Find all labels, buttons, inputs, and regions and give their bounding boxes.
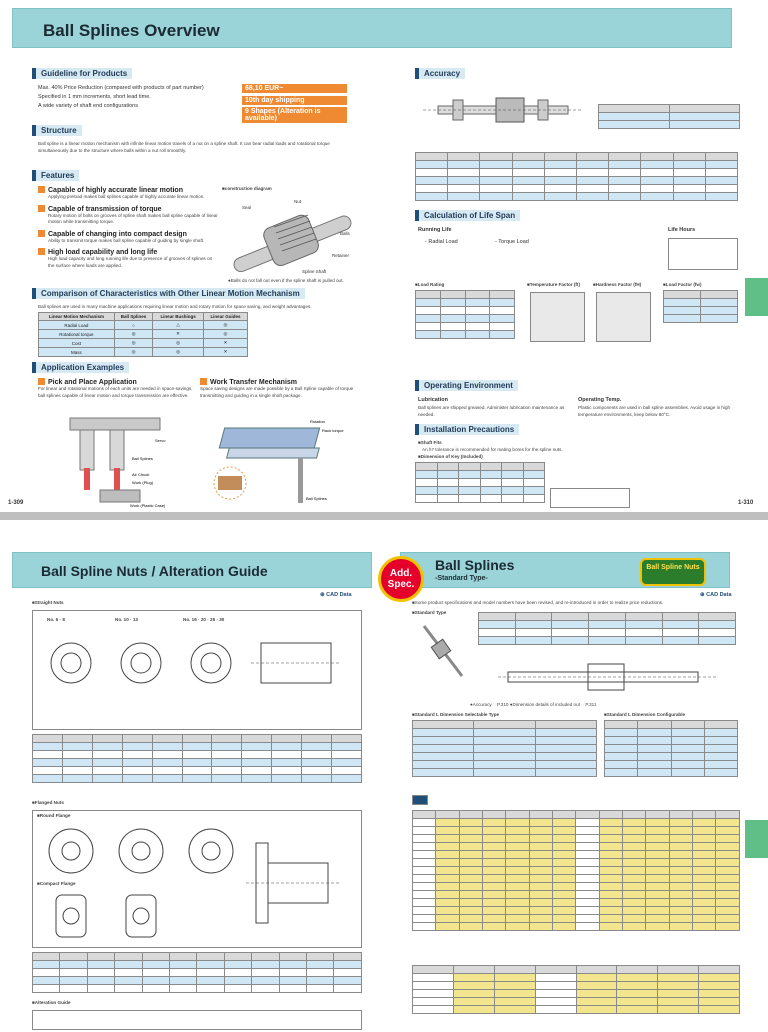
application-1-number-icon <box>38 378 45 385</box>
comparison-intro: Ball splines are used in many machine applications requiring linear motion and rotary motion for space saving, and weight advantages. <box>38 304 312 309</box>
selectable-type-label: ■Standard L Dimension Selectable Type <box>412 712 500 717</box>
accuracy-heading: Accuracy <box>415 68 465 79</box>
guideline-list <box>38 84 233 111</box>
table-cell: Mass <box>39 348 115 357</box>
feature-2-icon <box>38 205 45 212</box>
flange-drawings <box>41 823 351 943</box>
feature-1-desc: Applying preload makes ball splines capable of highly accurate linear motion. <box>48 194 205 199</box>
operating-temp-title: Operating Temp. <box>578 397 622 403</box>
table-row <box>39 348 248 357</box>
application-2-number-icon <box>200 378 207 385</box>
feature-4-title: High load capability and long life <box>48 249 158 256</box>
diagram-label-shaft: Spline Shaft <box>302 269 327 274</box>
accuracy-diagram <box>418 84 588 146</box>
straight-nuts-label: ■Straight Nuts <box>32 600 64 605</box>
page-number-left: 1-309 <box>8 500 24 506</box>
installation-heading: Installation Precautions <box>415 424 519 435</box>
life-hours-label: Life Hours <box>668 227 696 233</box>
shaft-fits-label: ■Shaft Fits <box>418 440 442 445</box>
table-cell: Cost <box>39 339 115 348</box>
section-tab-bottom[interactable] <box>745 820 768 858</box>
label-ball-splines: Ball Splines <box>132 456 153 461</box>
work-transfer-illustration <box>210 408 360 508</box>
feature-2-title: Capable of transmission of torque <box>48 205 162 213</box>
label-work-plastic-case: Work (Plastic Case) <box>130 503 166 508</box>
label-rotation: Rotation <box>310 419 325 424</box>
selectable-type-table <box>412 720 597 777</box>
lubrication-title: Lubrication <box>418 397 448 403</box>
page-separator <box>0 512 768 520</box>
standard-type-label: ■Standard Type <box>412 610 447 615</box>
price-icon <box>412 795 428 805</box>
cad-label-right: CAD Data <box>706 592 732 598</box>
additional-price-table <box>412 965 740 1014</box>
table-cell: ○ <box>114 321 152 330</box>
guideline-line-3: A wide variety of shaft end configurations <box>38 103 138 109</box>
flanged-nuts-label: ■Flanged Nuts <box>32 800 64 805</box>
cad-label-left: CAD Data <box>326 592 352 598</box>
feature-3-icon <box>38 230 45 237</box>
feature-1-icon <box>38 186 45 193</box>
section-tab[interactable] <box>745 278 768 316</box>
table-cell: ◎ <box>153 348 204 357</box>
page-title: Ball Splines Overview <box>43 21 220 40</box>
label-air-chuck: Air Chuck <box>132 472 150 477</box>
feature-item <box>38 230 218 245</box>
features-heading: Features <box>32 170 79 181</box>
applications-heading: Application Examples <box>32 362 129 373</box>
nut-drawings <box>41 633 351 723</box>
diagram-label-retainer: Retainer <box>332 253 350 258</box>
construction-diagram <box>222 195 362 277</box>
overview-page <box>0 0 768 512</box>
key-dimension-table <box>415 462 545 503</box>
comparison-col-mechanism: Linear Motion Mechanism <box>39 313 115 321</box>
application-1 <box>38 378 198 399</box>
temperature-factor-chart <box>530 292 585 342</box>
compact-flange-label: ■Compact Flange <box>37 881 76 886</box>
comparison-col-linear-bushings: Linear Bushings <box>153 313 204 321</box>
table-cell: Radial Load <box>39 321 115 330</box>
alteration-guide-label: ■Alteration Guide <box>32 1000 71 1005</box>
straight-nuts-drawing <box>32 610 362 730</box>
operating-heading: Operating Environment <box>415 380 518 391</box>
comparison-col-ball-splines: Ball Splines <box>114 313 152 321</box>
load-rating-table <box>415 290 515 339</box>
diagram-label-balls: Balls <box>340 231 350 236</box>
diagram-label-nut: Nut <box>294 199 302 204</box>
temperature-factor-label: ■Temperature Factor (ft) <box>527 282 580 287</box>
cad-data-link-right[interactable]: ⊕ CAD Data <box>700 592 732 598</box>
label-ball-splines-2: Ball Splines <box>306 496 327 501</box>
price-badge: 68,10 EUR~ <box>242 84 347 93</box>
table-cell: ✕ <box>203 339 247 348</box>
add-spec-badge: Add. Spec. <box>378 556 424 602</box>
table-cell: ◎ <box>153 339 204 348</box>
accuracy-tolerance-table <box>598 104 740 129</box>
table-cell: ✕ <box>203 348 247 357</box>
left-banner <box>12 552 372 588</box>
ball-spline-logo: Ball Spline Nuts <box>640 558 706 586</box>
feature-4-desc: High load capacity and long running life due to presence of grooves of splines on the surface where loads are applied. <box>48 256 213 268</box>
diagram-label-seal: Seal <box>242 205 252 210</box>
cad-data-link-left[interactable]: ⊕ CAD Data <box>320 592 352 598</box>
key-drawing <box>550 488 630 508</box>
table-cell: ◎ <box>114 339 152 348</box>
accuracy-values-table <box>415 152 738 201</box>
right-page-title: Ball Splines <box>435 557 515 573</box>
overview-banner <box>12 8 732 48</box>
feature-2-desc: Rotary motion of bolts on grooves of spline shaft makes ball spline capable of linear motion while transmitting torque. <box>48 212 218 224</box>
life-hours-formula <box>668 238 738 270</box>
standard-type-page <box>0 520 768 1032</box>
guideline-line-1: Max. 40% Price Reduction (compared with products of part number) <box>38 85 204 91</box>
table-cell: ◎ <box>114 330 152 339</box>
torque-load-label: - Torque Load <box>495 239 529 245</box>
running-life-label: Running Life <box>418 227 452 233</box>
table-cell: △ <box>153 321 204 330</box>
application-2-desc: Space saving designs are made possible by a Ball Spline capable of torque transmitting and guiding in a single shaft package. <box>200 386 354 398</box>
ball-spline-product-image <box>414 620 474 680</box>
table-cell: ◎ <box>203 330 247 339</box>
configurable-type-table <box>604 720 738 777</box>
round-flange-label: ■Round Flange <box>37 813 71 818</box>
accuracy-reference: ●Accuracy ☞P.310 ●Dimension details of included nut ☞P.311 <box>470 702 597 707</box>
feature-3-desc: Ability to transmit torque makes ball spline capable of guiding by single shaft. <box>48 237 205 243</box>
load-factor-label: ■Load Factor (fw) <box>663 282 702 287</box>
load-rating-label: ■Load Rating <box>415 282 445 287</box>
application-1-title: Pick and Place Application <box>48 379 137 386</box>
shaft-fits-text: An h7 tolerance is recommended for mating bores for the spline nuts. <box>422 447 563 452</box>
nut-label-10-13: No. 10 · 13 <box>115 617 138 622</box>
application-2-title: Work Transfer Mechanism <box>210 379 298 386</box>
hardness-factor-chart <box>596 292 651 342</box>
label-rack-torque: Rack torque <box>322 428 344 433</box>
alteration-guide-box <box>32 1010 362 1030</box>
feature-1-title: Capable of highly accurate linear motion <box>48 187 183 194</box>
features-list <box>38 186 218 269</box>
shapes-badge: 9 Shapes (Alteration is available) <box>242 107 347 123</box>
guideline-line-2: Specified in 1 mm increments, short lead time. <box>38 94 151 100</box>
standard-type-spec-table <box>478 612 736 645</box>
straight-nuts-table <box>32 734 362 783</box>
construction-diagram-label: ■construction diagram <box>222 186 272 191</box>
comparison-heading: Comparison of Characteristics with Other Linear Motion Mechanism <box>32 288 305 299</box>
table-cell: Rotational torque <box>39 330 115 339</box>
structure-heading: Structure <box>32 125 82 136</box>
nut-label-6-8: No. 6 · 8 <box>47 617 65 622</box>
radial-load-label: - Radial Load <box>425 239 458 245</box>
flanged-nuts-drawing <box>32 810 362 948</box>
price-table <box>412 810 740 931</box>
hardness-factor-label: ■Hardness Factor (fH) <box>593 282 642 287</box>
life-span-heading: Calculation of Life Span <box>415 210 520 221</box>
feature-item <box>38 248 218 269</box>
feature-4-icon <box>38 248 45 255</box>
pick-place-illustration <box>60 408 185 508</box>
nut-label-16-30: No. 16 · 20 · 25 · 30 <box>183 617 225 622</box>
guideline-heading: Guideline for Products <box>32 68 132 79</box>
table-row <box>39 330 248 339</box>
key-dimension-label: ■Dimension of Key (Included) <box>418 454 483 459</box>
right-page-subtitle: -Standard Type- <box>435 575 488 582</box>
load-factor-table <box>663 290 738 323</box>
flanged-nuts-table <box>32 952 362 993</box>
comparison-header-row <box>39 313 248 321</box>
page-number-right: 1-310 <box>738 500 754 506</box>
application-2 <box>200 378 360 399</box>
lubrication-text: Ball splines are shipped greased. Administer lubrication maintenance as needed. <box>418 405 565 417</box>
revision-notice: ■Some product specifications and model numbers have been revised, and re-introduced in order to realize price reductions. <box>412 600 664 605</box>
table-cell: ◎ <box>114 348 152 357</box>
table-row <box>39 321 248 330</box>
label-work-plug: Work (Plug) <box>132 480 154 485</box>
left-page-title: Ball Spline Nuts / Alteration Guide <box>41 563 268 579</box>
application-1-desc: For linear and rotational motions of each units are needed in space-savings, ball splines capable of linear motion and torque transmission are effective. <box>38 386 193 398</box>
feature-3-title: Capable of changing into compact design <box>48 230 187 238</box>
shipping-badge: 10th day shipping <box>242 96 347 105</box>
structure-text: Ball spline is a linear motion mechanism with infinite linear motion travels of a nut on a spline shaft. It can bear radial loads and rotational torque simultaneously due to the structure where balls within a nut roll smoothly. <box>38 141 330 153</box>
comparison-col-linear-guides: Linear Guides <box>203 313 247 321</box>
feature-item <box>38 205 218 226</box>
standard-type-drawing <box>478 658 738 698</box>
comparison-table <box>38 312 248 357</box>
operating-temp-text: Plastic components are used in ball spline assemblies. Avoid usage in high temperature environments, keep below 80°C. <box>578 405 731 417</box>
diagram-note: ●Balls do not fall out even if the spline shaft is pulled out. <box>228 278 344 283</box>
table-row <box>39 339 248 348</box>
label-servo: Servo <box>155 438 166 443</box>
feature-item <box>38 186 218 201</box>
table-cell: ✕ <box>153 330 204 339</box>
configurable-type-label: ■Standard L Dimension Configurable <box>604 712 686 717</box>
table-cell: ◎ <box>203 321 247 330</box>
